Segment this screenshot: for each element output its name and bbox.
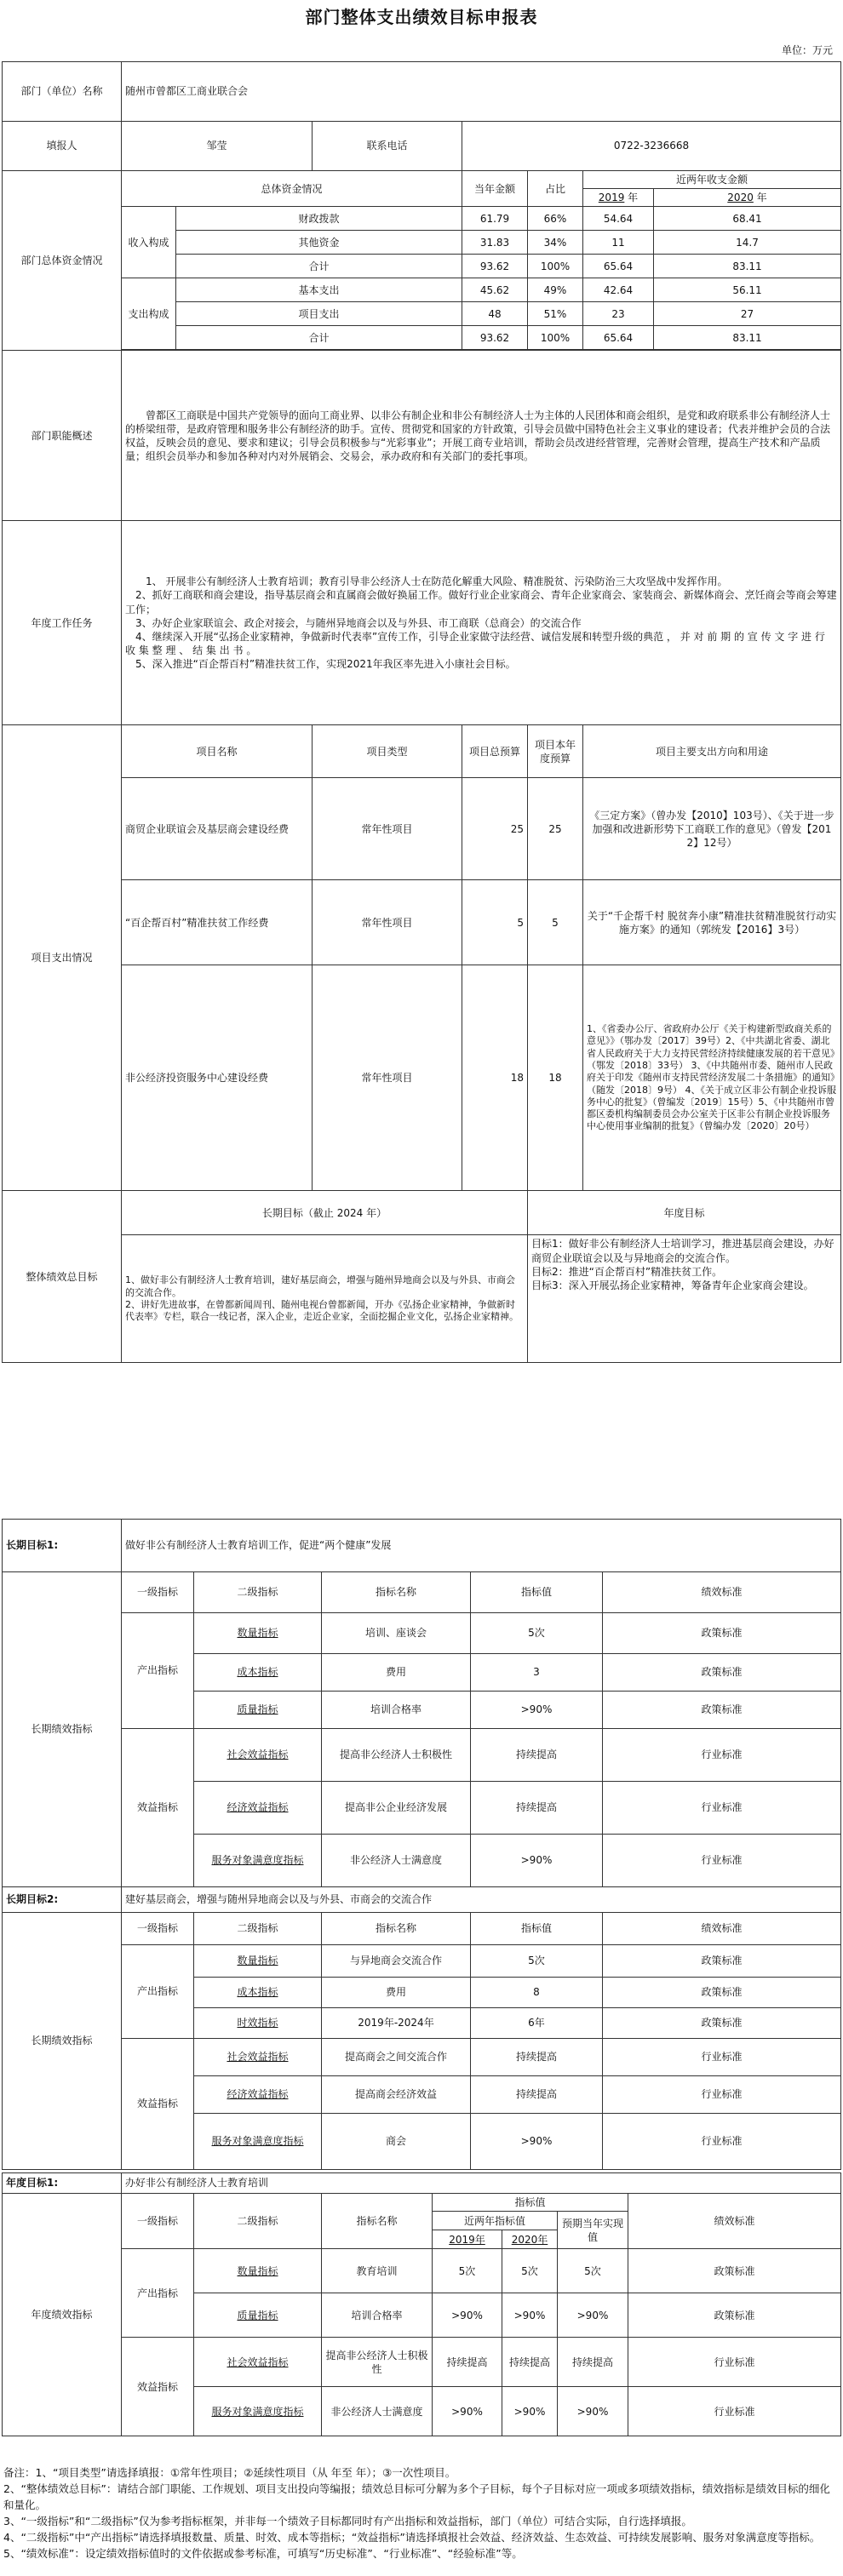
- expense-row-current: 93.62: [462, 326, 528, 350]
- indicator-name: 2019年-2024年: [322, 2008, 471, 2039]
- long-term-goal-text: 1、做好非公有制经济人士教育培训，建好基层商会，增强与随州异地商会以及与外县、市商会的交流合作。 2、讲好先进故事，在曾都新闻周刊、随州电视台曾都新闻，开办《弘扬企业家精神，争做新时代表率》专栏，联合一线记者，深入企业，走近企业家，全面挖掘企业文化，弘扬企业家精神。: [122, 1235, 528, 1363]
- expense-row-2019: 23: [583, 302, 654, 326]
- expense-row-name: 基本支出: [176, 278, 462, 302]
- two-year-header: 近两年收支金额: [583, 171, 841, 189]
- indicator-value: 8: [471, 1978, 603, 2008]
- project-name: 商贸企业联谊会及基层商会建设经费: [122, 778, 313, 880]
- indicator-level-2: 社会效益指标: [194, 1729, 322, 1782]
- income-row-current: 93.62: [462, 255, 528, 278]
- indicator-value: >90%: [471, 1692, 603, 1729]
- indicator-name: 提高商会经济效益: [322, 2076, 471, 2114]
- indicator-value: 持续提高: [471, 2076, 603, 2114]
- year-2019-header: 2019 年: [583, 189, 654, 207]
- indicator-value: >90%: [471, 1835, 603, 1887]
- indicator-value: 持续提高: [471, 2039, 603, 2076]
- value-2020: >90%: [502, 2387, 558, 2436]
- header-standard: 绩效标准: [603, 1572, 841, 1613]
- annual-task-line: 5、深入推进“百企帮百村”精准扶贫工作，实现2021年我区率先进入小康社会目标。: [135, 658, 516, 671]
- header-level-1: 一级指标: [122, 1572, 194, 1613]
- long-term-indicators-label: 长期绩效指标: [3, 1913, 122, 2170]
- annual-task-line: 2、抓好工商联和商会建设，指导基层商会和直属商会做好换届工作。做好行业企业家商会、青年企业家商会、家装商会、新媒体商会、烹饪商会等商会筹建工作；: [125, 589, 837, 615]
- indicator-name: 培训合格率: [322, 1692, 471, 1729]
- project-name: “百企帮百村”精准扶贫工作经费: [122, 880, 313, 965]
- income-row-current: 31.83: [462, 231, 528, 255]
- benefit-indicator-label: 效益指标: [122, 1729, 194, 1887]
- project-year: 25: [528, 778, 583, 880]
- annual-goal-1-text: 办好非公有制经济人士教育培训: [122, 2173, 841, 2194]
- indicator-standard: 行业标准: [628, 2338, 841, 2387]
- expense-row-2020: 56.11: [654, 278, 841, 302]
- projects-header-name: 项目名称: [122, 725, 313, 778]
- expense-row-name: 项目支出: [176, 302, 462, 326]
- long-term-goal-2-label: 长期目标2:: [3, 1887, 122, 1913]
- note-line: 4、“二级指标”中“产出指标”请选择填报数量、质量、时效、成本等指标；“效益指标”请选择填报社会效益、经济效益、生态效益、可持续发展影响、服务对象满意度等指标。: [3, 2531, 821, 2544]
- expense-row-2020: 83.11: [654, 326, 841, 350]
- indicator-standard: 政策标准: [603, 1692, 841, 1729]
- indicator-standard: 政策标准: [603, 1613, 841, 1654]
- expense-row-ratio: 51%: [528, 302, 583, 326]
- annual-goal-text: 目标1：做好非公有制经济人士培训学习，推进基层商会建设，办好商贸企业联谊会以及与异地商会的交流合作。 目标2：推进“百企帮百村”精准扶贫工作。 目标3：深入开展弘扬企业家精神，筹备青年企业家商会建设。: [528, 1235, 841, 1363]
- projects-label: 项目支出情况: [3, 725, 122, 1191]
- projects-header-use: 项目主要支出方向和用途: [583, 725, 841, 778]
- expense-row-current: 45.62: [462, 278, 528, 302]
- expense-row-ratio: 100%: [528, 326, 583, 350]
- expense-row-name: 合计: [176, 326, 462, 350]
- indicator-name: 非公经济人士满意度: [322, 1835, 471, 1887]
- indicator-level-2: 质量指标: [194, 2293, 322, 2338]
- project-total: 25: [462, 778, 528, 880]
- current-amount-header: 当年金额: [462, 171, 528, 207]
- filler-label: 填报人: [3, 122, 122, 171]
- indicator-name: 商会: [322, 2114, 471, 2170]
- indicator-standard: 政策标准: [603, 1654, 841, 1692]
- indicator-name: 培训合格率: [322, 2293, 433, 2338]
- project-use: 1、《省委办公厅、省政府办公厅《关于构建新型政商关系的意见》》（鄂办发〔2017〕39号）2、《中共湖北省委、湖北省人民政府关于大力支持民营经济持续健康发展的若干意见》（鄂发〔2018〕33号） 3、《中共随州市委、随州市人民政府关于印发《随州市支持民营经济发展二十条措施》的通知》（随发〔2018〕9号） 4、《关于成立区非公有制企业投诉服务中心的批复》（曾编发〔2019〕15号）5、《中共随州市曾都区委机构编制委员会办公室关于区非公有制企业投诉服务中心使用事业编制的批复》（曾编办发〔2020〕20号）: [583, 965, 841, 1191]
- expense-label: 支出构成: [122, 278, 176, 350]
- dept-name: 随州市曾都区工商业联合会: [122, 62, 841, 122]
- indicator-standard: 行业标准: [603, 2039, 841, 2076]
- indicator-level-2: 数量指标: [194, 1613, 322, 1654]
- filler-name: 邹莹: [122, 122, 313, 171]
- project-type: 常年性项目: [313, 880, 462, 965]
- indicator-value: 5次: [471, 1945, 603, 1978]
- indicator-name: 教育培训: [322, 2249, 433, 2293]
- indicator-standard: 行业标准: [603, 2076, 841, 2114]
- benefit-indicator-label: 效益指标: [122, 2039, 194, 2170]
- phone-number: 0722-3236668: [462, 122, 841, 171]
- indicator-standard: 政策标准: [603, 2008, 841, 2039]
- income-label: 收入构成: [122, 207, 176, 278]
- duty-text: 曾都区工商联是中国共产党领导的面向工商业界、以非公有制企业和非公有制经济人士为主体的人民团体和商会组织，是党和政府联系非公有制经济人士的桥梁纽带，是政府管理和服务非公有制经济的助手。宣传、贯彻党和国家的方针政策，引导会员做中国特色社会主义事业的建设者；代表并维护会员的合法权益，反映会员的意见、要求和建议；引导会员积极参与“光彩事业”；开展工商专业培训，帮助会员改进经营管理，完善财会管理，提高生产技术和产品质量；组织会员举办和参加各种对内对外展销会、交易会，承办政府和有关部门的委托事项。: [122, 351, 841, 521]
- indicator-value: 持续提高: [471, 1782, 603, 1835]
- header-standard: 绩效标准: [628, 2194, 841, 2249]
- annual-goal-1-label: 年度目标1:: [3, 2173, 122, 2194]
- header-two-year-values: 近两年指标值: [433, 2212, 558, 2230]
- header-indicator-value: 指标值: [433, 2194, 628, 2212]
- project-type: 常年性项目: [313, 965, 462, 1191]
- year-2020-header: 2020 年: [654, 189, 841, 207]
- long-term-goal-2-text: 建好基层商会，增强与随州异地商会以及与外县、市商会的交流合作: [122, 1887, 841, 1913]
- notes: [3, 2464, 838, 2562]
- indicator-level-2: 经济效益指标: [194, 1782, 322, 1835]
- header-indicator-value: 指标值: [471, 1913, 603, 1945]
- planned-value: 持续提高: [558, 2338, 628, 2387]
- projects-header-total: 项目总预算: [462, 725, 528, 778]
- indicator-name: 费用: [322, 1654, 471, 1692]
- value-2020: >90%: [502, 2293, 558, 2338]
- header-level-2: 二级指标: [194, 1913, 322, 1945]
- expense-row-2019: 65.64: [583, 326, 654, 350]
- indicator-value: 3: [471, 1654, 603, 1692]
- annual-task-label: 年度工作任务: [3, 521, 122, 725]
- long-term-goal-1-table: [2, 1519, 841, 1887]
- income-row-2019: 65.64: [583, 255, 654, 278]
- main-table: [2, 61, 841, 1363]
- indicator-standard: 行业标准: [628, 2387, 841, 2436]
- header-level-1: 一级指标: [122, 1913, 194, 1945]
- income-row-2020: 83.11: [654, 255, 841, 278]
- indicator-name: 提高非公经济人士积极性: [322, 1729, 471, 1782]
- header-indicator-name: 指标名称: [322, 1913, 471, 1945]
- annual-task-text: [122, 521, 841, 725]
- header-standard: 绩效标准: [603, 1913, 841, 1945]
- indicator-name: 提高非公企业经济发展: [322, 1782, 471, 1835]
- value-2019: >90%: [433, 2293, 502, 2338]
- indicator-level-2: 质量指标: [194, 1692, 322, 1729]
- income-row-name: 财政拨款: [176, 207, 462, 231]
- project-total: 5: [462, 880, 528, 965]
- header-level-2: 二级指标: [194, 2194, 322, 2249]
- indicator-name: 与异地商会交流合作: [322, 1945, 471, 1978]
- indicator-level-2: 社会效益指标: [194, 2039, 322, 2076]
- benefit-indicator-label: 效益指标: [122, 2338, 194, 2436]
- funding-section-label: 部门总体资金情况: [3, 171, 122, 351]
- annual-indicators-label: 年度绩效指标: [3, 2194, 122, 2436]
- indicator-standard: 行业标准: [603, 1835, 841, 1887]
- indicator-standard: 政策标准: [628, 2249, 841, 2293]
- header-level-2: 二级指标: [194, 1572, 322, 1613]
- indicator-level-2: 经济效益指标: [194, 2076, 322, 2114]
- page-title: 部门整体支出绩效目标申报表: [305, 7, 538, 27]
- project-use: 关于“千企帮千村 脱贫奔小康”精准扶贫精准脱贫行动实施方案》的通知（郭统发【2016】3号）: [583, 880, 841, 965]
- income-row-name: 合计: [176, 255, 462, 278]
- project-type: 常年性项目: [313, 778, 462, 880]
- indicator-level-2: 时效指标: [194, 2008, 322, 2039]
- value-2019: 5次: [433, 2249, 502, 2293]
- indicator-standard: 行业标准: [603, 2114, 841, 2170]
- indicator-name: 提高非公经济人士积极性: [322, 2338, 433, 2387]
- income-row-ratio: 66%: [528, 207, 583, 231]
- indicator-value: >90%: [471, 2114, 603, 2170]
- unit-label: 单位：万元: [781, 44, 833, 56]
- value-2020: 持续提高: [502, 2338, 558, 2387]
- projects-header-year: 项目本年度预算: [528, 725, 583, 778]
- project-year: 18: [528, 965, 583, 1191]
- annual-task-line: 4、继续深入开展“弘扬企业家精神，争做新时代表率”宣传工作，引导企业家做守法经营、诚信发展和转型升级的典范 ， 并 对 前 期 的 宣 传 文 字 进 行 收 集 整 理 、 结 集 出 书 。: [125, 630, 825, 657]
- income-row-2019: 54.64: [583, 207, 654, 231]
- project-use: 《三定方案》（曾办发【2010】103号）、《关于进一步加强和改进新形势下工商联工作的意见》（曾发【2012】12号）: [583, 778, 841, 880]
- indicator-level-2: 服务对象满意度指标: [194, 2114, 322, 2170]
- header-level-1: 一级指标: [122, 2194, 194, 2249]
- indicator-value: 持续提高: [471, 1729, 603, 1782]
- indicator-level-2: 成本指标: [194, 1978, 322, 2008]
- value-2019: 持续提高: [433, 2338, 502, 2387]
- phone-label: 联系电话: [313, 122, 462, 171]
- income-row-name: 其他资金: [176, 231, 462, 255]
- output-indicator-label: 产出指标: [122, 2249, 194, 2338]
- indicator-level-2: 服务对象满意度指标: [194, 2387, 322, 2436]
- expense-row-2019: 42.64: [583, 278, 654, 302]
- project-name: 非公经济投资服务中心建设经费: [122, 965, 313, 1191]
- note-line: 3、“一级指标”和“二级指标”仅为参考指标框架，并非每一个绩效子目标都同时有产出指标和效益指标，部门（单位）可结合实际，自行选择填报。: [3, 2515, 692, 2527]
- project-year: 5: [528, 880, 583, 965]
- indicator-standard: 政策标准: [603, 1945, 841, 1978]
- indicator-name: 非公经济人士满意度: [322, 2387, 433, 2436]
- expense-row-current: 48: [462, 302, 528, 326]
- annual-goal-1-table: [2, 2172, 841, 2436]
- output-indicator-label: 产出指标: [122, 1945, 194, 2039]
- long-term-goal-1-text: 做好非公有制经济人士教育培训工作，促进“两个健康”发展: [122, 1520, 841, 1572]
- indicator-value: 5次: [471, 1613, 603, 1654]
- indicator-standard: 行业标准: [603, 1782, 841, 1835]
- note-line: 2、“整体绩效总目标”：请结合部门职能、工作规划、项目支出投向等编报；绩效总目标可分解为多个子目标，每个子目标对应一项或多项绩效指标，绩效指标是绩效目标的细化和量化。: [3, 2482, 830, 2511]
- annual-goal-header: 年度目标: [528, 1191, 841, 1235]
- annual-task-line: 1、 开展非公有制经济人士教育培训；教育引导非公经济人士在防范化解重大风险、精准脱贫、污染防治三大攻坚战中发挥作用。: [146, 575, 728, 588]
- header-year-2020: 2020年: [502, 2230, 558, 2249]
- indicator-standard: 政策标准: [628, 2293, 841, 2338]
- indicator-standard: 行业标准: [603, 1729, 841, 1782]
- long-term-goal-header: 长期目标（截止 2024 年）: [122, 1191, 528, 1235]
- expense-row-ratio: 49%: [528, 278, 583, 302]
- header-planned-value: 预期当年实现值: [558, 2212, 628, 2249]
- annual-task-line: 3、办好企业家联谊会、政企对接会，与随州异地商会以及与外县、市工商联（总商会）的交流合作: [135, 616, 582, 629]
- long-term-goal-2-table: [2, 1886, 841, 2170]
- income-row-ratio: 34%: [528, 231, 583, 255]
- income-row-2020: 14.7: [654, 231, 841, 255]
- note-line: 备注：1、“项目类型”请选择填报：①常年性项目；②延续性项目（从 年至 年）；③一次性项目。: [3, 2466, 456, 2479]
- income-row-2020: 68.41: [654, 207, 841, 231]
- overall-funding-header: 总体资金情况: [122, 171, 462, 207]
- header-indicator-name: 指标名称: [322, 2194, 433, 2249]
- income-row-ratio: 100%: [528, 255, 583, 278]
- long-term-indicators-label: 长期绩效指标: [3, 1572, 122, 1887]
- project-total: 18: [462, 965, 528, 1191]
- projects-header-type: 项目类型: [313, 725, 462, 778]
- value-2020: 5次: [502, 2249, 558, 2293]
- indicator-level-2: 社会效益指标: [194, 2338, 322, 2387]
- income-row-2019: 11: [583, 231, 654, 255]
- output-indicator-label: 产出指标: [122, 1613, 194, 1729]
- indicator-level-2: 数量指标: [194, 1945, 322, 1978]
- planned-value: 5次: [558, 2249, 628, 2293]
- indicator-name: 提高商会之间交流合作: [322, 2039, 471, 2076]
- indicator-level-2: 数量指标: [194, 2249, 322, 2293]
- ratio-header: 占比: [528, 171, 583, 207]
- note-line: 5、“绩效标准”：设定绩效指标值时的文件依据或参考标准，可填写“历史标准”、“行业标准”、“经验标准”等。: [3, 2547, 523, 2560]
- dept-label: 部门（单位）名称: [3, 62, 122, 122]
- indicator-level-2: 服务对象满意度指标: [194, 1835, 322, 1887]
- indicator-standard: 政策标准: [603, 1978, 841, 2008]
- income-row-current: 61.79: [462, 207, 528, 231]
- overall-goal-label: 整体绩效总目标: [3, 1191, 122, 1363]
- planned-value: >90%: [558, 2387, 628, 2436]
- duty-label: 部门职能概述: [3, 351, 122, 521]
- indicator-level-2: 成本指标: [194, 1654, 322, 1692]
- long-term-goal-1-label: 长期目标1:: [3, 1520, 122, 1572]
- expense-row-2020: 27: [654, 302, 841, 326]
- indicator-name: 培训、座谈会: [322, 1613, 471, 1654]
- indicator-name: 费用: [322, 1978, 471, 2008]
- header-indicator-name: 指标名称: [322, 1572, 471, 1613]
- planned-value: >90%: [558, 2293, 628, 2338]
- header-indicator-value: 指标值: [471, 1572, 603, 1613]
- header-year-2019: 2019年: [433, 2230, 502, 2249]
- indicator-value: 6年: [471, 2008, 603, 2039]
- value-2019: >90%: [433, 2387, 502, 2436]
